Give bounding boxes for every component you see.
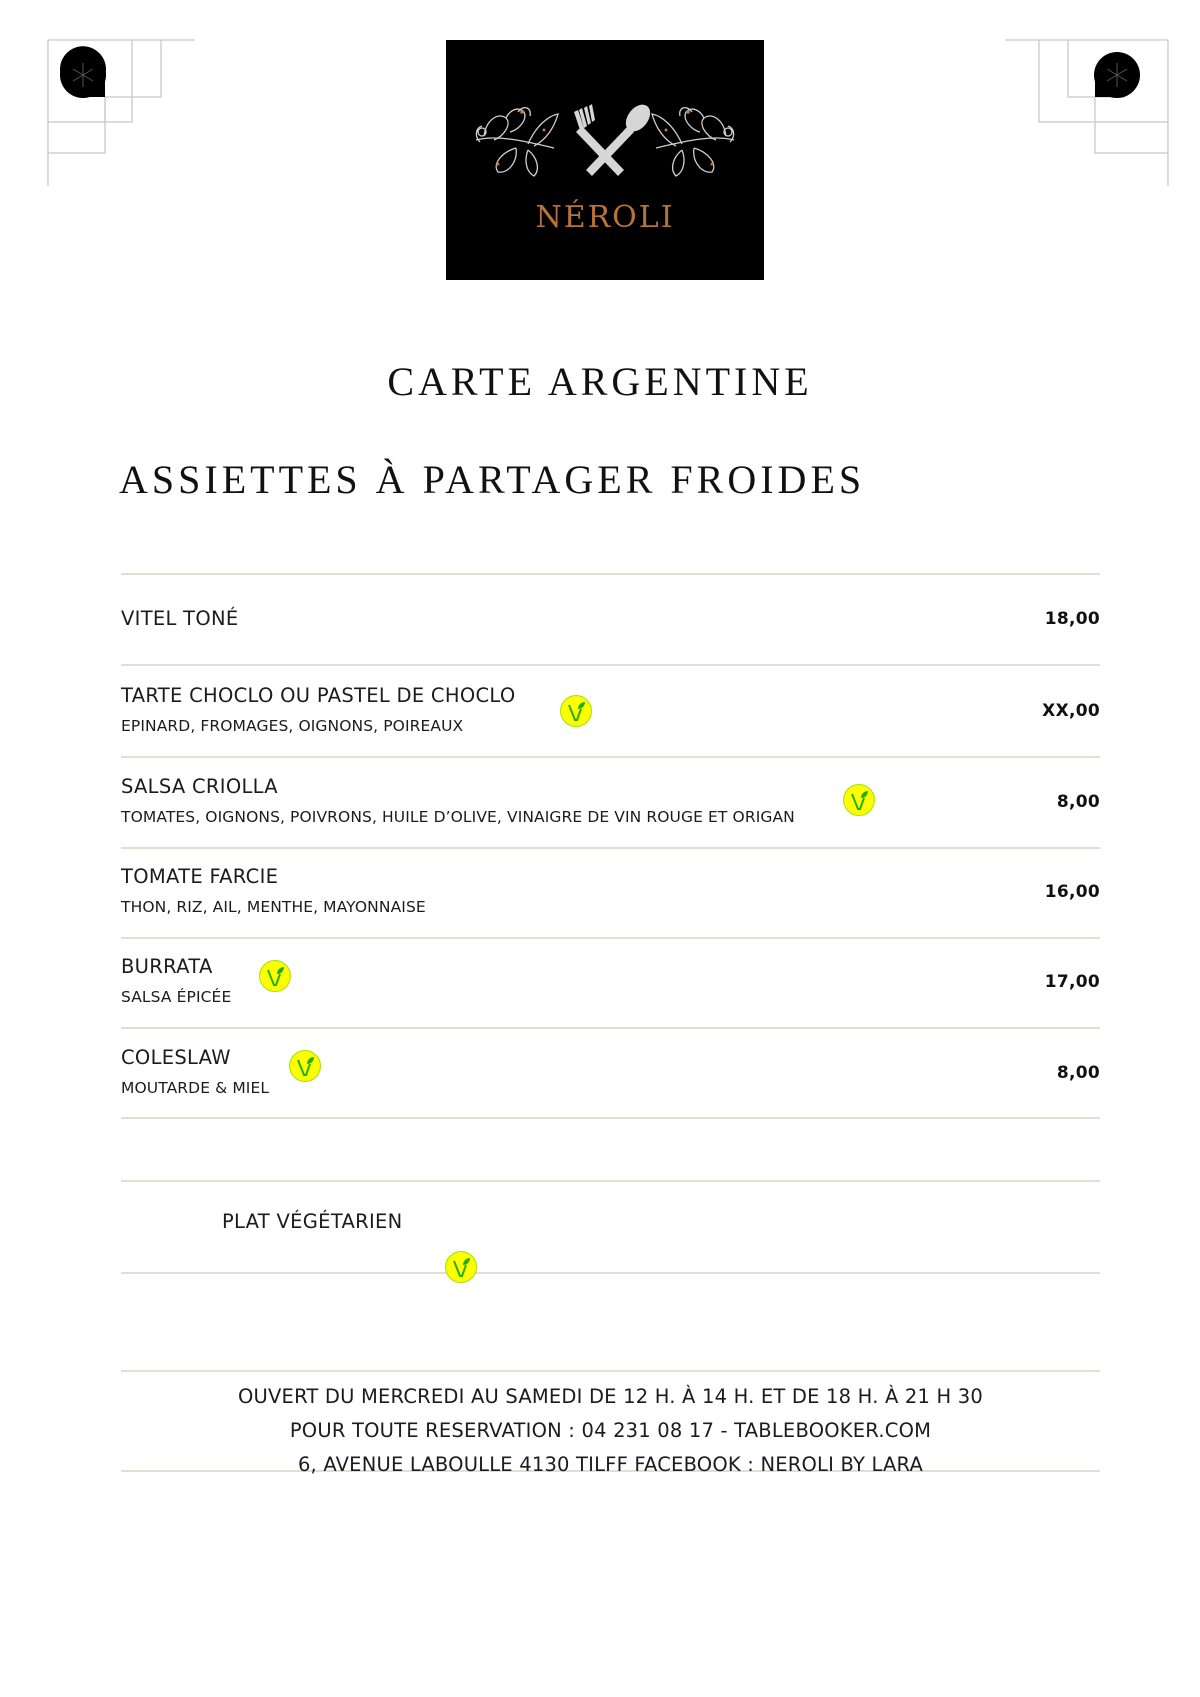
item-name: TOMATE FARCIE (121, 865, 279, 888)
menu-item (121, 775, 1100, 835)
divider (121, 847, 1100, 849)
item-name: SALSA CRIOLLA (121, 775, 278, 798)
corner-decoration-left (0, 0, 200, 200)
item-price: 8,00 (1056, 1063, 1100, 1083)
logo-name: NÉROLI (535, 200, 675, 235)
item-name: VITEL TONÉ (121, 607, 239, 630)
vegetarian-badge-icon (259, 960, 291, 992)
geometric-corner-icon (0, 0, 200, 200)
divider (121, 1272, 1100, 1274)
restaurant-logo (446, 40, 764, 280)
item-price: XX,00 (1042, 701, 1100, 721)
item-description: MOUTARDE & MIEL (121, 1079, 270, 1097)
fork-spoon-crossed-icon (574, 100, 655, 176)
item-price: 8,00 (1056, 792, 1100, 812)
item-description: SALSA ÉPICÉE (121, 988, 232, 1006)
divider (121, 573, 1100, 575)
menu-title: CARTE ARGENTINE (387, 359, 813, 404)
menu-item (121, 865, 1100, 925)
opening-hours: OUVERT DU MERCREDI AU SAMEDI DE 12 H. À 14 H. ET DE 18 H. À 21 H 30 (237, 1385, 984, 1408)
section-title: ASSIETTES À PARTAGER FROIDES (119, 457, 866, 502)
divider (121, 664, 1100, 666)
vegetarian-badge-icon (560, 695, 592, 727)
divider (121, 1027, 1100, 1029)
vegetarian-badge-icon (445, 1251, 477, 1283)
item-name: BURRATA (121, 955, 213, 978)
menu-item (121, 607, 1100, 637)
neroli-flower-branch-icon-right (652, 108, 734, 176)
divider (121, 1370, 1100, 1372)
item-description: EPINARD, FROMAGES, OIGNONS, POIREAUX (121, 717, 464, 735)
item-price: 17,00 (1044, 972, 1100, 992)
divider (121, 1117, 1100, 1119)
divider (121, 937, 1100, 939)
item-price: 18,00 (1044, 609, 1100, 629)
reservation-info: POUR TOUTE RESERVATION : 04 231 08 17 - TABLEBOOKER.COM (289, 1419, 932, 1442)
divider (121, 1180, 1100, 1182)
restaurant-info-footer (121, 1380, 1100, 1482)
vegetarian-legend-label: PLAT VÉGÉTARIEN (222, 1210, 403, 1233)
item-name: TARTE CHOCLO OU PASTEL DE CHOCLO (121, 684, 516, 707)
address-info: 6, AVENUE LABOULLE 4130 TILFF FACEBOOK : NEROLI BY LARA (297, 1453, 924, 1476)
item-name: COLESLAW (121, 1046, 231, 1069)
vegetarian-badge-icon (289, 1050, 321, 1082)
vegetarian-badge-icon (843, 784, 875, 816)
menu-item (121, 1046, 1100, 1106)
divider (121, 756, 1100, 758)
item-price: 16,00 (1044, 882, 1100, 902)
neroli-flower-branch-icon-left (476, 108, 558, 176)
item-description: TOMATES, OIGNONS, POIVRONS, HUILE D’OLIVE, VINAIGRE DE VIN ROUGE ET ORIGAN (121, 808, 795, 826)
geometric-corner-icon (1000, 0, 1200, 200)
menu-item (121, 684, 1100, 744)
corner-decoration-right (1000, 0, 1200, 200)
item-description: THON, RIZ, AIL, MENTHE, MAYONNAISE (121, 898, 426, 916)
